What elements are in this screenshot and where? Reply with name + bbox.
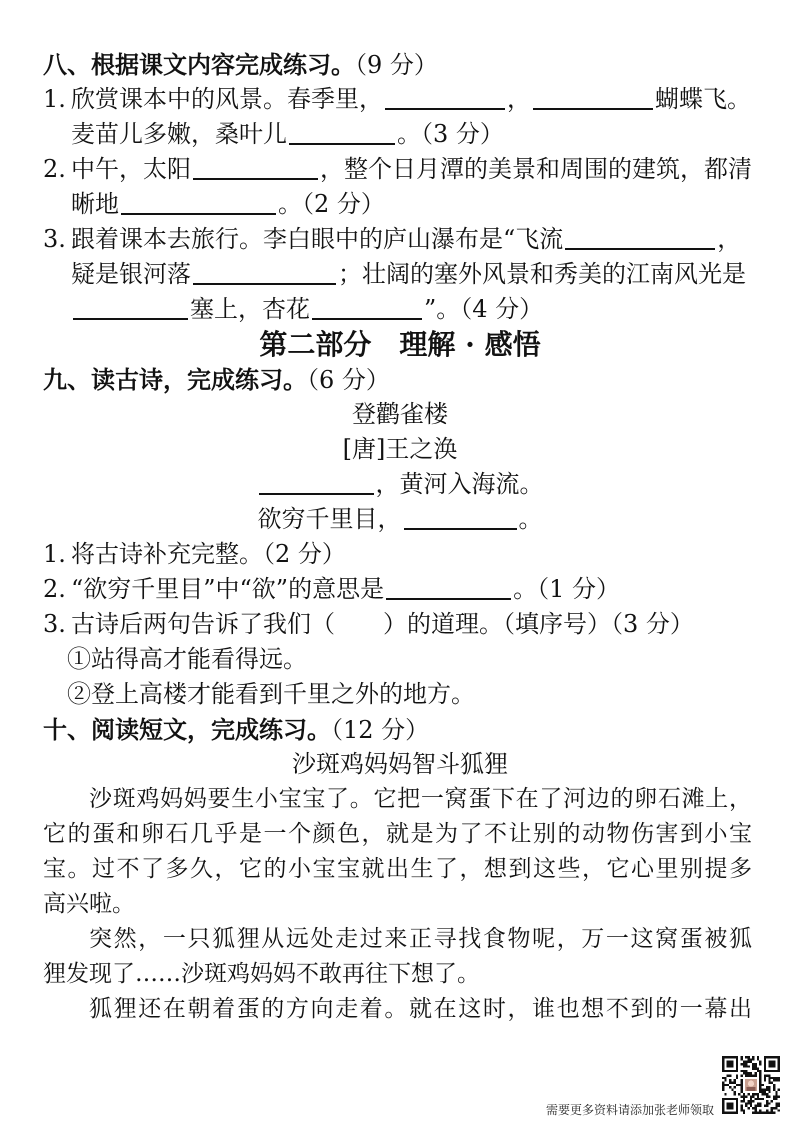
paragraph-line: 宝。过不了多久，它的小宝宝就出生了，想到这些，它心里别提多 xyxy=(43,856,752,882)
paragraph-line: 沙斑鸡妈妈要生小宝宝了。它把一窝蛋下在了河边的卵石滩上， xyxy=(89,786,752,812)
section-10-score: （12 分） xyxy=(331,716,430,744)
question-text: 蝴蝶飞。 xyxy=(655,85,751,113)
answer-blank[interactable] xyxy=(121,213,276,215)
question-text: 跟着课本去旅行。李白眼中的庐山瀑布是“飞流 xyxy=(71,225,564,253)
question-text: 塞上，杏花 xyxy=(190,295,310,323)
section-10-heading xyxy=(43,712,757,747)
poem-line-2 xyxy=(43,502,757,537)
question-8-3-line-3 xyxy=(43,292,757,327)
question-text: 古诗后两句告诉了我们（ ）的道理。（填序号）（3 分） xyxy=(71,610,694,638)
option-1: ①站得高才能看得远。 xyxy=(67,645,307,673)
paragraph-1 xyxy=(43,782,757,922)
poem-text: 欲穷千里目， xyxy=(257,505,402,533)
answer-blank[interactable] xyxy=(386,598,511,600)
poem-author: [唐]王之涣 xyxy=(342,435,458,463)
section-10-title: 十、阅读短文，完成练习。 xyxy=(43,715,331,744)
section-8-heading xyxy=(43,47,757,82)
question-8-1-line-1 xyxy=(43,82,757,117)
answer-blank[interactable] xyxy=(404,528,517,530)
question-text: 将古诗补充完整。（2 分） xyxy=(71,540,346,568)
poem-line-1 xyxy=(43,467,757,502)
paragraph-line: 狐狸还在朝着蛋的方向走着。就在这时，谁也想不到的一幕出 xyxy=(89,996,752,1022)
question-number: 2. xyxy=(43,575,66,603)
question-number: 3. xyxy=(43,610,66,638)
question-number: 3. xyxy=(43,225,66,253)
question-text: ；壮阔的塞外风景和秀美的江南风光是 xyxy=(338,260,746,288)
question-text: 。（1 分） xyxy=(513,575,620,603)
answer-blank[interactable] xyxy=(565,248,715,250)
footer-note: 需要更多资料请添加张老师领取 xyxy=(546,1103,715,1117)
question-text: ， xyxy=(717,225,742,253)
passage-title: 沙斑鸡妈妈智斗狐狸 xyxy=(292,750,508,778)
question-8-1-line-2 xyxy=(43,117,757,152)
question-text: 晰地 xyxy=(71,190,119,218)
qr-finder-pattern xyxy=(722,1056,738,1072)
question-text: 疑是银河落 xyxy=(71,260,191,288)
question-text: 中午，太阳 xyxy=(71,155,191,183)
section-8-title: 八、根据课文内容完成练习。 xyxy=(43,50,355,79)
section-9-title: 九、读古诗，完成练习。 xyxy=(43,365,307,394)
paragraph-3 xyxy=(43,992,757,1027)
section-9-heading xyxy=(43,362,757,397)
option-2: ②登上高楼才能看到千里之外的地方。 xyxy=(67,680,475,708)
paragraph-line: 高兴啦。 xyxy=(43,891,135,917)
answer-blank[interactable] xyxy=(193,178,318,180)
question-text: “欲穷千里目”中“欲”的意思是 xyxy=(71,575,385,603)
answer-blank[interactable] xyxy=(533,108,653,110)
poem-title: 登鹳雀楼 xyxy=(352,400,448,428)
section-9-score: （6 分） xyxy=(307,366,390,394)
exam-page xyxy=(43,47,757,1027)
section-8-score: （9 分） xyxy=(355,51,438,79)
question-8-2-line-2 xyxy=(43,187,757,222)
qr-center-photo xyxy=(744,1078,758,1092)
question-number: 2. xyxy=(43,155,66,183)
question-9-1 xyxy=(43,537,757,572)
question-9-2 xyxy=(43,572,757,607)
answer-blank[interactable] xyxy=(289,143,395,145)
answer-blank[interactable] xyxy=(259,493,374,495)
qr-finder-pattern xyxy=(722,1098,738,1114)
question-number: 1. xyxy=(43,540,66,568)
paragraph-line: 它的蛋和卵石几乎是一个颜色，就是为了不让别的动物伤害到小宝 xyxy=(43,821,752,847)
question-9-3 xyxy=(43,607,757,642)
paragraph-2 xyxy=(43,922,757,992)
qr-finder-pattern xyxy=(764,1056,780,1072)
question-text: ， xyxy=(507,85,531,113)
paragraph-line: 狸发现了……沙斑鸡妈妈不敢再往下想了。 xyxy=(43,961,480,987)
poem-text: ，黄河入海流。 xyxy=(375,470,544,498)
question-text: 。（2 分） xyxy=(278,190,385,218)
question-8-3-line-1 xyxy=(43,222,757,257)
question-text: ”。（4 分） xyxy=(424,295,544,323)
question-text: 欣赏课本中的风景。春季里， xyxy=(71,85,383,113)
answer-blank[interactable] xyxy=(193,283,336,285)
answer-blank[interactable] xyxy=(73,318,188,320)
question-text: ，整个日月潭的美景和周围的建筑，都清 xyxy=(320,155,752,183)
question-text: 。（3 分） xyxy=(397,120,504,148)
qr-code xyxy=(722,1056,780,1114)
poem-text: 。 xyxy=(518,505,543,533)
answer-blank[interactable] xyxy=(385,108,505,110)
paragraph-line: 突然，一只狐狸从远处走过来正寻找食物呢，万一这窝蛋被狐 xyxy=(89,926,752,952)
question-number: 1. xyxy=(43,85,66,113)
answer-blank[interactable] xyxy=(312,318,422,320)
question-text: 麦苗儿多嫩，桑叶儿 xyxy=(71,120,287,148)
part-2-title: 第二部分 理解 · 感悟 xyxy=(259,328,541,361)
question-8-2-line-1 xyxy=(43,152,757,187)
question-8-3-line-2 xyxy=(43,257,757,292)
